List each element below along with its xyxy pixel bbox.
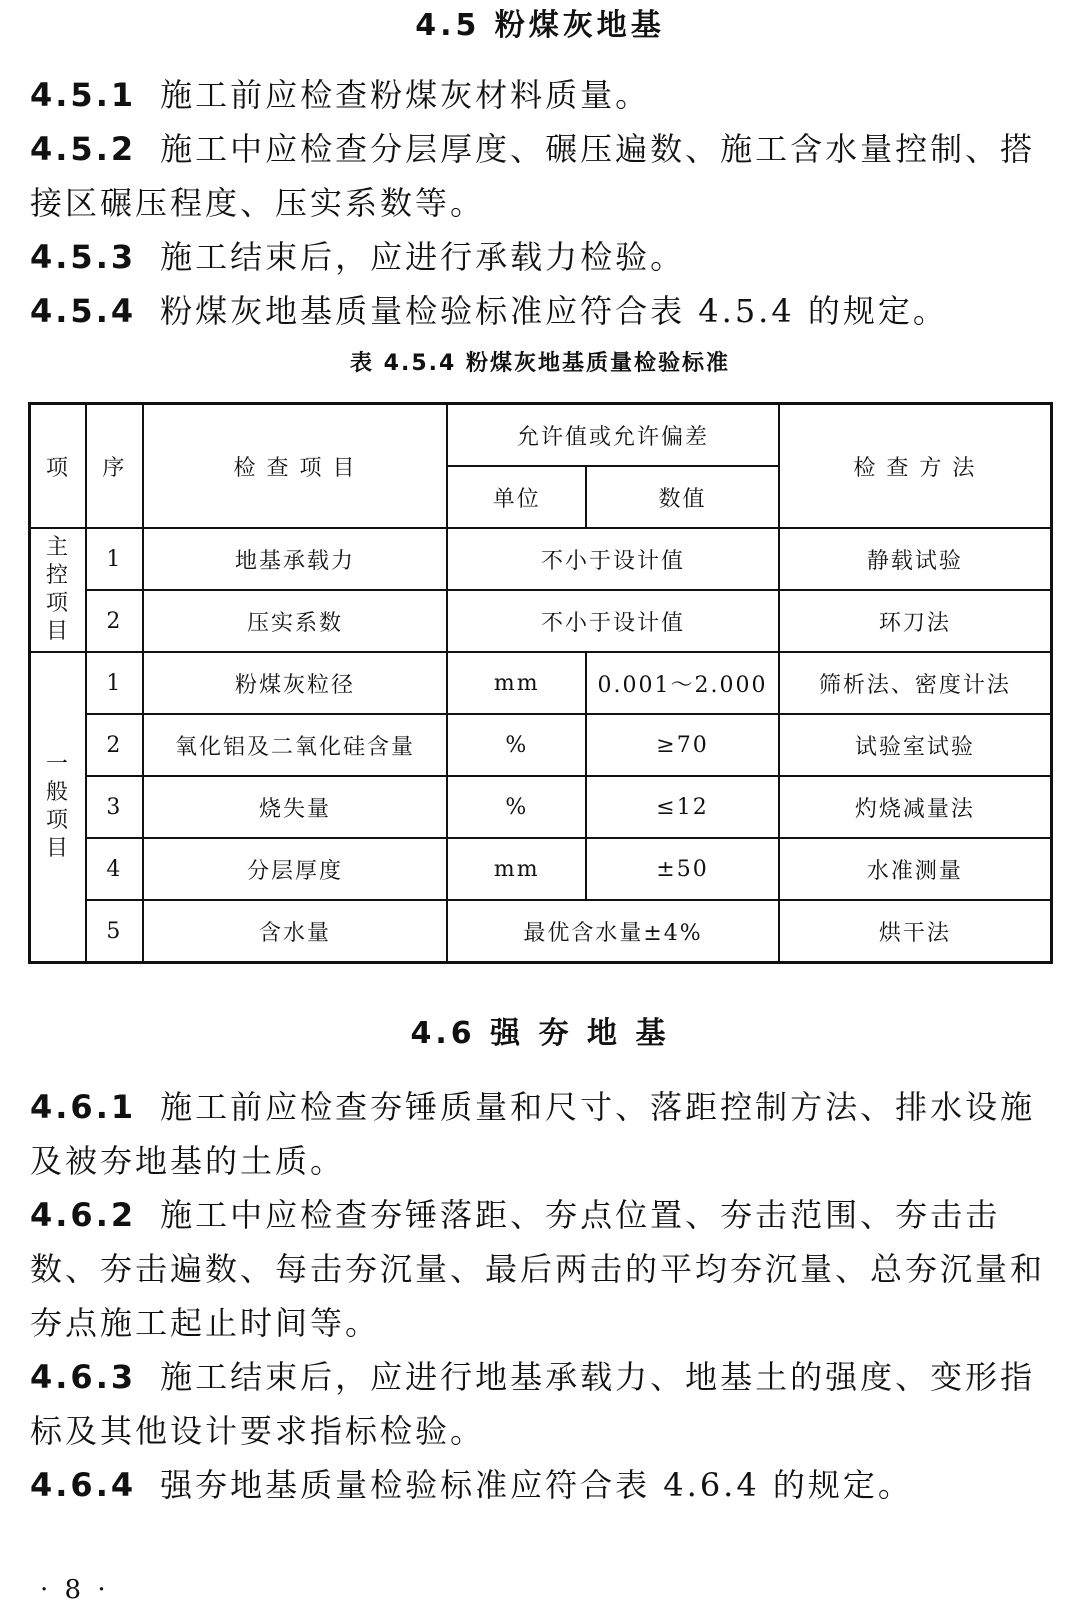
section-title-4-6: 4.6 强 夯 地 基 [410,1016,670,1051]
method-cell: 烘干法 [779,900,1052,963]
seq-cell: 1 [86,528,143,590]
header-check-item: 检 查 项 目 [143,404,448,529]
header-value: 数值 [586,466,778,528]
clause-text: 施工前应检查夯锤质量和尺寸、落距控制方法、排水设施及被夯地基的土质。 [30,1088,1036,1180]
clause-number: 4.6.3 [30,1358,137,1396]
method-cell: 试验室试验 [779,714,1052,776]
header-method: 检 查 方 法 [779,404,1052,529]
clause-4-6-2 [30,1188,1050,1350]
clause-text: 施工结束后，应进行承载力检验。 [160,238,686,276]
clause-text: 施工前应检查粉煤灰材料质量。 [160,76,651,114]
clause-text: 强夯地基质量检验标准应符合表 4.6.4 的规定。 [160,1466,913,1504]
allowed-cell: 不小于设计值 [447,590,778,652]
section-title-4-5: 4.5 粉煤灰地基 [415,8,665,43]
method-cell: 筛析法、密度计法 [779,652,1052,714]
clause-text: 施工结束后，应进行地基承载力、地基土的强度、变形指标及其他设计要求指标检验。 [30,1358,1036,1450]
clause-text: 施工中应检查夯锤落距、夯点位置、夯击范围、夯击击数、夯击遍数、每击夯沉量、最后两击的平均夯沉量、总夯沉量和夯点施工起止时间等。 [30,1196,1046,1342]
unit-cell: % [447,714,586,776]
check-item-cell: 氧化铝及二氧化硅含量 [143,714,448,776]
clause-4-5-2 [30,122,1050,230]
clause-4-5-4 [30,284,1050,338]
table-row [30,838,1052,900]
value-cell: ≤12 [586,776,778,838]
clause-4-6-1 [30,1080,1050,1188]
allowed-cell: 最优含水量±4% [447,900,778,963]
table-row [30,652,1052,714]
method-cell: 水准测量 [779,838,1052,900]
group-main-cell [30,528,87,652]
clause-4-6-3 [30,1350,1050,1458]
clause-number: 4.5.3 [30,238,137,276]
check-item-cell: 含水量 [143,900,448,963]
table-caption: 表 4.5.4 粉煤灰地基质量检验标准 [350,351,730,376]
table-row [30,900,1052,963]
table-row [30,528,1052,590]
clause-number: 4.5.2 [30,130,137,168]
clause-number: 4.6.4 [30,1466,137,1504]
group-general-label: 一般项目 [46,752,71,861]
table-header-row [30,404,1052,467]
check-item-cell: 烧失量 [143,776,448,838]
table-row [30,776,1052,838]
header-allowed: 允许值或允许偏差 [447,404,778,467]
check-item-cell: 分层厚度 [143,838,448,900]
seq-cell: 2 [86,714,143,776]
seq-cell: 5 [86,900,143,963]
clause-text: 施工中应检查分层厚度、碾压遍数、施工含水量控制、搭接区碾压程度、压实系数等。 [30,130,1036,222]
quality-standard-table [28,402,1053,964]
group-general-cell [30,652,87,963]
clause-number: 4.5.1 [30,76,137,114]
table-row [30,590,1052,652]
value-cell: ≥70 [586,714,778,776]
header-seq: 序 [86,404,143,529]
unit-cell: mm [447,652,586,714]
value-cell: ±50 [586,838,778,900]
seq-cell: 4 [86,838,143,900]
table-row [30,714,1052,776]
allowed-cell: 不小于设计值 [447,528,778,590]
clause-4-5-3 [30,230,1050,284]
check-item-cell: 粉煤灰粒径 [143,652,448,714]
unit-cell: % [447,776,586,838]
check-item-cell: 地基承载力 [143,528,448,590]
unit-cell: mm [447,838,586,900]
method-cell: 环刀法 [779,590,1052,652]
page-number: · 8 · [40,1575,110,1605]
clause-number: 4.6.2 [30,1196,137,1234]
group-main-label: 主控项目 [46,535,71,644]
clause-text: 粉煤灰地基质量检验标准应符合表 4.5.4 的规定。 [160,292,948,330]
seq-cell: 1 [86,652,143,714]
seq-cell: 3 [86,776,143,838]
header-unit: 单位 [447,466,586,528]
clause-4-5-1 [30,68,1050,122]
check-item-cell: 压实系数 [143,590,448,652]
clause-4-6-4 [30,1458,1050,1512]
header-item: 项 [30,404,87,529]
method-cell: 灼烧减量法 [779,776,1052,838]
clause-number: 4.6.1 [30,1088,137,1126]
clause-number: 4.5.4 [30,292,137,330]
seq-cell: 2 [86,590,143,652]
value-cell: 0.001～2.000 [586,652,778,714]
method-cell: 静载试验 [779,528,1052,590]
